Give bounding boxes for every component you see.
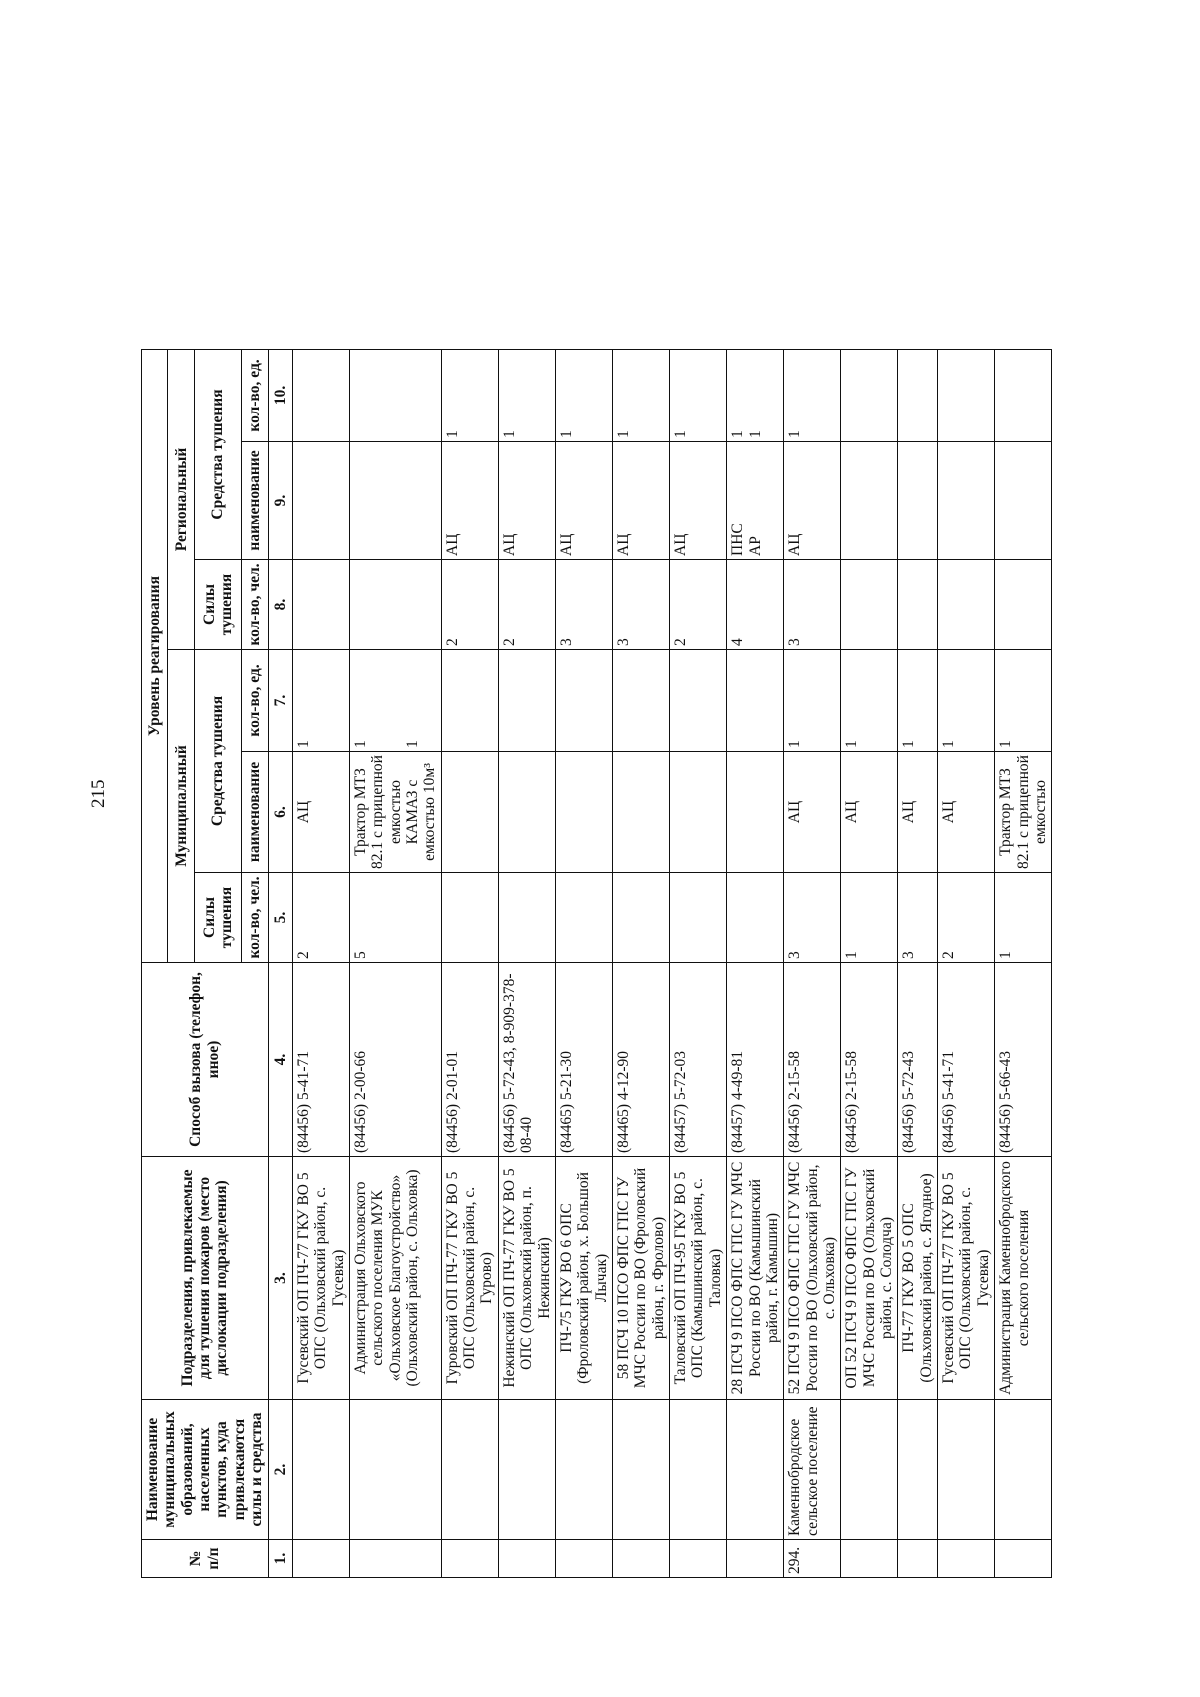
table-row	[349, 42, 441, 1577]
row-municipal-count	[498, 650, 555, 752]
row-unit: ОП 52 ПСЧ 9 ПСО ФПС ГПС ГУ МЧС России по ВО (Ольховский район, с. Солодча)	[841, 1157, 898, 1400]
row-regional-people: 3	[784, 560, 841, 650]
table-row	[292, 42, 349, 1577]
row-regional-means: АЦ	[555, 442, 612, 560]
row-municipal-people: 5	[349, 873, 441, 963]
row-municipal-means: АЦ	[784, 752, 841, 873]
row-municipal-count	[612, 650, 669, 752]
colnum-2: 2.	[268, 1400, 292, 1540]
row-number	[498, 1540, 555, 1578]
row-regional-people	[841, 560, 898, 650]
row-municipality: Каменнобродское сельское поселение	[784, 1400, 841, 1540]
row-regional-people	[292, 560, 349, 650]
row-phone: (84457) 4-49-81	[727, 963, 784, 1157]
row-municipal-count	[555, 650, 612, 752]
row-regional-people: 2	[498, 560, 555, 650]
row-municipal-count: 1	[784, 650, 841, 752]
row-regional-means	[841, 442, 898, 560]
row-unit: Администрация Ольховского сельского поселения МУК «Ольховское Благоустройство» (Ольховский район, с. Ольховка)	[349, 1157, 441, 1400]
row-municipal-means: АЦ	[292, 752, 349, 873]
row-municipal-count: 1	[938, 650, 995, 752]
row-municipal-count: 1	[898, 650, 938, 752]
colnum-8: 8.	[268, 560, 292, 650]
row-municipal-means: АЦ	[898, 752, 938, 873]
row-regional-people	[995, 560, 1052, 650]
row-regional-count	[841, 349, 898, 441]
header-municipal: Муниципальный	[168, 650, 194, 963]
table-row	[938, 42, 995, 1577]
row-number	[670, 1540, 727, 1578]
table-row	[898, 42, 938, 1577]
row-regional-means: АЦ	[441, 442, 498, 560]
row-municipal-count	[441, 650, 498, 752]
row-municipal-people: 1	[841, 873, 898, 963]
row-municipality	[841, 1400, 898, 1540]
header-forces-r: Силы тушения	[194, 560, 241, 650]
row-municipality	[555, 1400, 612, 1540]
row-municipal-count: 1 1	[349, 650, 441, 752]
row-municipal-people: 3	[898, 873, 938, 963]
table-row	[612, 42, 669, 1577]
row-municipal-means	[670, 752, 727, 873]
row-regional-people: 2	[670, 560, 727, 650]
row-phone: (84456) 5-41-71	[938, 963, 995, 1157]
table-row	[784, 42, 841, 1577]
header-units: Подразделения, привлекаемые для тушения пожаров (место дислокации подразделения)	[142, 1157, 269, 1400]
row-municipal-people: 1	[995, 873, 1052, 963]
row-regional-count	[292, 349, 349, 441]
right-blank	[142, 42, 293, 349]
row-regional-means: АЦ	[612, 442, 669, 560]
row-municipal-count: 1	[841, 650, 898, 752]
row-municipal-count: 1	[995, 650, 1052, 752]
row-regional-means	[938, 442, 995, 560]
header-call: Способ вызова (телефон, иное)	[142, 963, 269, 1157]
table-row	[498, 42, 555, 1577]
row-unit: ПЧ-75 ГКУ ВО 6 ОПС (Фроловский район, х. Большой Лычак)	[555, 1157, 612, 1400]
row-unit: Таловский ОП ПЧ-95 ГКУ ВО 5 ОПС (Камышинский район, с. Таловка)	[670, 1157, 727, 1400]
row-phone: (84465) 4-12-90	[612, 963, 669, 1157]
header-forces-m: Силы тушения	[194, 873, 241, 963]
row-regional-count	[349, 349, 441, 441]
row-unit: 58 ПСЧ 10 ПСО ФПС ГПС ГУ МЧС России по ВО (Фроловский район, г. Фролово)	[612, 1157, 669, 1400]
row-municipal-means	[441, 752, 498, 873]
row-municipal-count	[727, 650, 784, 752]
header-means-r: Средства тушения	[194, 349, 241, 559]
row-unit: Гусевский ОП ПЧ-77 ГКУ ВО 5 ОПС (Ольховский район, с. Гусевка)	[292, 1157, 349, 1400]
colnum-6: 6.	[268, 752, 292, 873]
colnum-10: 10.	[268, 349, 292, 441]
header-count-r: кол-во, ед.	[242, 349, 269, 441]
row-municipal-people	[441, 873, 498, 963]
row-unit: Нежинский ОП ПЧ-77 ГКУ ВО 5 ОПС (Ольховский район, п. Нежинский)	[498, 1157, 555, 1400]
row-number	[898, 1540, 938, 1578]
colnum-1: 1.	[268, 1540, 292, 1578]
row-municipality	[441, 1400, 498, 1540]
row-number	[292, 1540, 349, 1578]
row-municipal-means: АЦ	[938, 752, 995, 873]
row-number	[612, 1540, 669, 1578]
row-municipal-people	[612, 873, 669, 963]
row-municipal-means: Трактор МТЗ 82.1 с прицепной емкостью	[995, 752, 1052, 873]
row-regional-means	[292, 442, 349, 560]
row-municipal-count: 1	[292, 650, 349, 752]
row-regional-people	[898, 560, 938, 650]
row-phone: (84456) 2-15-58	[784, 963, 841, 1157]
table-body	[292, 42, 1051, 1577]
row-number	[995, 1540, 1052, 1578]
row-municipal-people	[498, 873, 555, 963]
row-number	[938, 1540, 995, 1578]
row-municipality	[349, 1400, 441, 1540]
row-number: 294.	[784, 1540, 841, 1578]
row-municipality	[498, 1400, 555, 1540]
header-name-r: наименование	[242, 442, 269, 560]
row-regional-people: 4	[727, 560, 784, 650]
row-number	[555, 1540, 612, 1578]
row-regional-count: 1	[784, 349, 841, 441]
colnum-9: 9.	[268, 442, 292, 560]
table-row	[995, 42, 1052, 1577]
colnum-3: 3.	[268, 1157, 292, 1400]
row-phone: (84456) 5-66-43	[995, 963, 1052, 1157]
row-phone: (84456) 5-72-43	[898, 963, 938, 1157]
row-number	[441, 1540, 498, 1578]
row-regional-people	[349, 560, 441, 650]
row-municipality	[995, 1400, 1052, 1540]
table-row	[727, 42, 784, 1577]
row-regional-means: АЦ	[670, 442, 727, 560]
row-regional-people: 3	[555, 560, 612, 650]
row-regional-count	[995, 349, 1052, 441]
row-phone: (84457) 5-72-03	[670, 963, 727, 1157]
row-regional-people: 2	[441, 560, 498, 650]
row-phone: (84456) 5-72-43, 8-909-378-08-40	[498, 963, 555, 1157]
response-table	[141, 42, 1052, 1578]
row-regional-count: 1	[441, 349, 498, 441]
row-municipality	[938, 1400, 995, 1540]
colnum-5: 5.	[268, 873, 292, 963]
header-municipality: Наименование муниципальных образований, населенных пунктов, куда привлекаются силы и средства	[142, 1400, 269, 1540]
header-num: № п/п	[142, 1540, 269, 1578]
row-unit: Гусевский ОП ПЧ-77 ГКУ ВО 5 ОПС (Ольховский район, с. Гусевка)	[938, 1157, 995, 1400]
header-count-m: кол-во, ед.	[242, 650, 269, 752]
row-municipal-people: 2	[292, 873, 349, 963]
header-level: Уровень реагирования	[142, 349, 168, 962]
row-municipal-people	[555, 873, 612, 963]
row-phone: (84456) 2-00-66	[349, 963, 441, 1157]
row-municipal-people: 3	[784, 873, 841, 963]
row-regional-means	[995, 442, 1052, 560]
header-name-m: наименование	[242, 752, 269, 873]
row-regional-means	[898, 442, 938, 560]
row-regional-count	[938, 349, 995, 441]
rotated-table-container	[141, 43, 1121, 1578]
row-municipal-means: АЦ	[841, 752, 898, 873]
row-number	[841, 1540, 898, 1578]
row-regional-people: 3	[612, 560, 669, 650]
row-municipal-means: Трактор МТЗ 82.1 с прицепной емкостью КАМАЗ с емкостью 10м³	[349, 752, 441, 873]
row-municipality	[727, 1400, 784, 1540]
header-people-r: кол-во, чел.	[242, 560, 269, 650]
row-municipal-means	[612, 752, 669, 873]
row-unit: Администрация Каменнобродского сельского поселения	[995, 1157, 1052, 1400]
row-unit: 52 ПСЧ 9 ПСО ФПС ГПС ГУ МЧС России по ВО (Ольховский район, с. Ольховка)	[784, 1157, 841, 1400]
row-municipal-people	[727, 873, 784, 963]
row-regional-count	[898, 349, 938, 441]
row-municipal-people: 2	[938, 873, 995, 963]
page-number: 215	[88, 779, 109, 808]
table-row	[841, 42, 898, 1577]
colnum-4: 4.	[268, 963, 292, 1157]
colnum-7: 7.	[268, 650, 292, 752]
row-municipal-people	[670, 873, 727, 963]
row-municipality	[612, 1400, 669, 1540]
table-row	[441, 42, 498, 1577]
row-regional-count: 1	[555, 349, 612, 441]
header-means-m: Средства тушения	[194, 650, 241, 873]
row-number	[349, 1540, 441, 1578]
row-municipal-means	[727, 752, 784, 873]
row-regional-means: АЦ	[784, 442, 841, 560]
header-people-m: кол-во, чел.	[242, 873, 269, 963]
row-municipality	[898, 1400, 938, 1540]
row-municipality	[670, 1400, 727, 1540]
row-municipal-count	[670, 650, 727, 752]
table-row	[555, 42, 612, 1577]
row-unit: ПЧ-77 ГКУ ВО 5 ОПС (Ольховский район, с. Ягодное)	[898, 1157, 938, 1400]
row-regional-count: 1 1	[727, 349, 784, 441]
row-regional-count: 1	[612, 349, 669, 441]
row-municipal-means	[555, 752, 612, 873]
row-regional-count: 1	[670, 349, 727, 441]
row-regional-people	[938, 560, 995, 650]
row-unit: Гуровский ОП ПЧ-77 ГКУ ВО 5 ОПС (Ольховский район, с. Гурово)	[441, 1157, 498, 1400]
row-municipal-means	[498, 752, 555, 873]
row-regional-means	[349, 442, 441, 560]
table-row	[670, 42, 727, 1577]
row-number	[727, 1540, 784, 1578]
row-regional-count: 1	[498, 349, 555, 441]
row-regional-means: ПНС АР	[727, 442, 784, 560]
row-phone: (84456) 2-01-01	[441, 963, 498, 1157]
row-municipality	[292, 1400, 349, 1540]
row-phone: (84456) 5-41-71	[292, 963, 349, 1157]
row-unit: 28 ПСЧ 9 ПСО ФПС ГПС ГУ МЧС России по ВО (Камышинский район, г. Камышин)	[727, 1157, 784, 1400]
header-regional: Региональный	[168, 349, 194, 649]
row-regional-means: АЦ	[498, 442, 555, 560]
row-phone: (84456) 2-15-58	[841, 963, 898, 1157]
row-phone: (84465) 5-21-30	[555, 963, 612, 1157]
